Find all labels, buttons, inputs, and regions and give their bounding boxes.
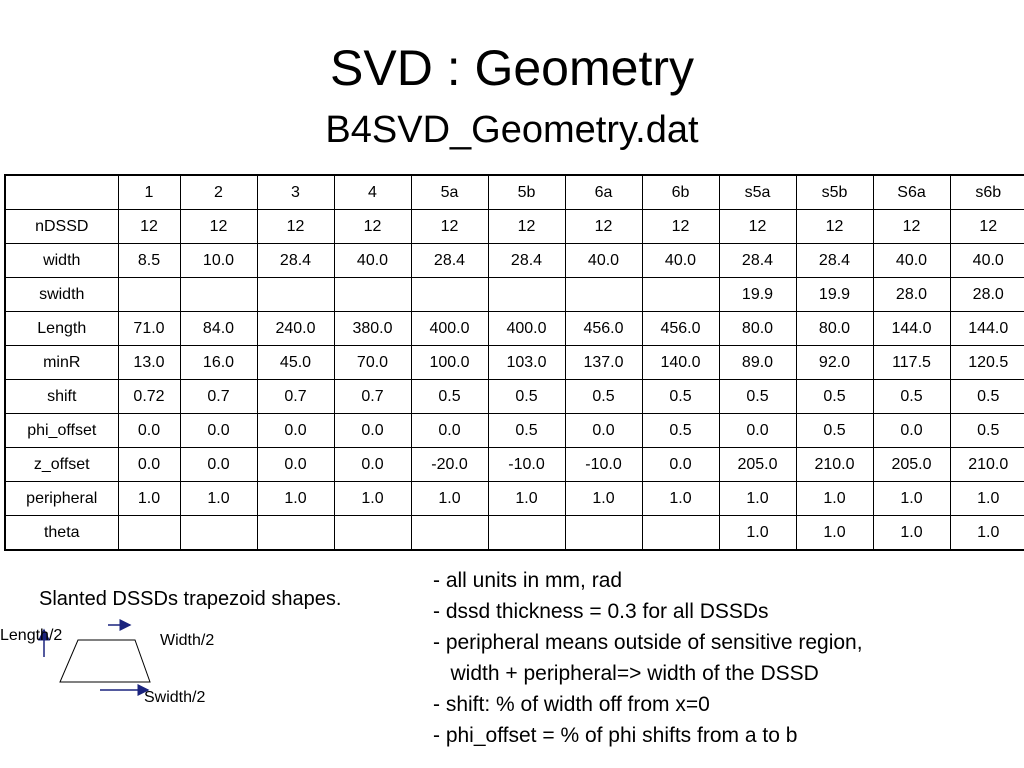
table-cell: 0.5 — [488, 380, 565, 414]
table-cell — [411, 516, 488, 551]
note-item: - all units in mm, rad — [433, 569, 623, 592]
table-cell: 100.0 — [411, 346, 488, 380]
table-row — [5, 244, 1024, 278]
table-row — [5, 346, 1024, 380]
table-cell: 0.0 — [719, 414, 796, 448]
table-cell: 1.0 — [950, 516, 1024, 551]
table-cell: 28.0 — [950, 278, 1024, 312]
table-cell — [488, 278, 565, 312]
table-cell: 0.7 — [257, 380, 334, 414]
table-cell: 8.5 — [118, 244, 180, 278]
table-cell: 16.0 — [180, 346, 257, 380]
table-row — [5, 210, 1024, 244]
table-cell — [180, 516, 257, 551]
row-label: nDSSD — [5, 210, 118, 244]
table-cell: 205.0 — [873, 448, 950, 482]
note-item: - dssd thickness = 0.3 for all DSSDs — [433, 600, 769, 623]
column-header: 6a — [565, 175, 642, 210]
table-cell — [180, 278, 257, 312]
table-cell: 0.0 — [334, 414, 411, 448]
table-cell: 0.0 — [118, 414, 180, 448]
table-cell: 400.0 — [411, 312, 488, 346]
column-header: 6b — [642, 175, 719, 210]
table-cell: 19.9 — [719, 278, 796, 312]
table-cell: 1.0 — [118, 482, 180, 516]
column-header: S6a — [873, 175, 950, 210]
table-cell — [118, 278, 180, 312]
table-cell: 13.0 — [118, 346, 180, 380]
table-cell: 1.0 — [873, 516, 950, 551]
table-cell: 0.0 — [642, 448, 719, 482]
table-cell — [488, 516, 565, 551]
table-cell: 12 — [873, 210, 950, 244]
row-label: minR — [5, 346, 118, 380]
note-item: width + peripheral=> width of the DSSD — [433, 662, 819, 685]
table-cell: 0.7 — [180, 380, 257, 414]
table-row — [5, 448, 1024, 482]
table-cell: 0.5 — [642, 414, 719, 448]
table-cell: 205.0 — [719, 448, 796, 482]
table-cell — [411, 278, 488, 312]
table-cell: 40.0 — [334, 244, 411, 278]
table-cell: 28.4 — [719, 244, 796, 278]
table-cell: 1.0 — [334, 482, 411, 516]
table-cell: 12 — [118, 210, 180, 244]
geometry-table — [4, 174, 1024, 551]
table-cell: 0.5 — [950, 414, 1024, 448]
page-subtitle: B4SVD_Geometry.dat — [325, 109, 699, 151]
table-cell: 12 — [180, 210, 257, 244]
table-cell: 1.0 — [719, 516, 796, 551]
table-cell: 12 — [796, 210, 873, 244]
table-cell: 120.5 — [950, 346, 1024, 380]
table-cell: 117.5 — [873, 346, 950, 380]
table-cell — [257, 516, 334, 551]
column-header: 1 — [118, 175, 180, 210]
table-cell: 71.0 — [118, 312, 180, 346]
table-row — [5, 516, 1024, 551]
row-label: z_offset — [5, 448, 118, 482]
table-cell: 0.5 — [411, 380, 488, 414]
table-cell: 144.0 — [950, 312, 1024, 346]
table-cell: 0.0 — [334, 448, 411, 482]
table-row — [5, 414, 1024, 448]
table-cell: 28.4 — [796, 244, 873, 278]
row-label: peripheral — [5, 482, 118, 516]
table-cell: 45.0 — [257, 346, 334, 380]
table-cell: 12 — [257, 210, 334, 244]
table-cell: 12 — [334, 210, 411, 244]
table-cell: 40.0 — [565, 244, 642, 278]
table-cell: 1.0 — [796, 516, 873, 551]
length-label: Length/2 — [0, 627, 63, 644]
table-row — [5, 380, 1024, 414]
row-label: shift — [5, 380, 118, 414]
notes-list — [433, 565, 863, 751]
table-cell: 210.0 — [796, 448, 873, 482]
table-cell: 1.0 — [257, 482, 334, 516]
row-label: phi_offset — [5, 414, 118, 448]
table-cell — [118, 516, 180, 551]
table-cell: 0.0 — [118, 448, 180, 482]
table-cell: 0.5 — [565, 380, 642, 414]
table-cell: 12 — [642, 210, 719, 244]
table-cell: 140.0 — [642, 346, 719, 380]
table-cell: 1.0 — [565, 482, 642, 516]
table-cell: 80.0 — [719, 312, 796, 346]
table-cell: 10.0 — [180, 244, 257, 278]
table-cell: 84.0 — [180, 312, 257, 346]
table-cell: 0.0 — [257, 414, 334, 448]
table-cell: 0.5 — [873, 380, 950, 414]
table-cell: 1.0 — [411, 482, 488, 516]
table-cell: 28.4 — [488, 244, 565, 278]
note-item: - shift: % of width off from x=0 — [433, 693, 710, 716]
table-cell: 0.7 — [334, 380, 411, 414]
table-cell: 1.0 — [873, 482, 950, 516]
table-cell: 12 — [719, 210, 796, 244]
row-label: width — [5, 244, 118, 278]
table-cell: 70.0 — [334, 346, 411, 380]
note-item: - peripheral means outside of sensitive region, — [433, 631, 863, 654]
table-cell: 456.0 — [565, 312, 642, 346]
table-header-row — [5, 175, 1024, 210]
table-cell: 19.9 — [796, 278, 873, 312]
column-header: s5b — [796, 175, 873, 210]
table-cell: 28.4 — [411, 244, 488, 278]
table-cell: 0.0 — [257, 448, 334, 482]
table-cell: 40.0 — [873, 244, 950, 278]
table-cell: 1.0 — [488, 482, 565, 516]
column-header: s5a — [719, 175, 796, 210]
page-title: SVD : Geometry — [330, 40, 694, 96]
table-cell: 0.5 — [950, 380, 1024, 414]
swidth-label: Swidth/2 — [144, 689, 206, 706]
table-cell: 240.0 — [257, 312, 334, 346]
column-header: 5b — [488, 175, 565, 210]
table-cell — [257, 278, 334, 312]
table-cell: 210.0 — [950, 448, 1024, 482]
table-cell: 1.0 — [719, 482, 796, 516]
column-header: 3 — [257, 175, 334, 210]
table-cell: 0.0 — [180, 414, 257, 448]
table-cell: 103.0 — [488, 346, 565, 380]
width-label: Width/2 — [160, 632, 215, 649]
table-cell: 89.0 — [719, 346, 796, 380]
table-cell — [565, 278, 642, 312]
table-cell: 456.0 — [642, 312, 719, 346]
table-cell — [642, 278, 719, 312]
table-cell: 400.0 — [488, 312, 565, 346]
table-cell: 12 — [411, 210, 488, 244]
column-header: 4 — [334, 175, 411, 210]
slanted-caption: Slanted DSSDs trapezoid shapes. — [39, 588, 342, 610]
table-row — [5, 278, 1024, 312]
table-cell: 28.0 — [873, 278, 950, 312]
table-cell: 0.5 — [719, 380, 796, 414]
table-cell: 0.0 — [565, 414, 642, 448]
row-label: Length — [5, 312, 118, 346]
table-cell: 12 — [488, 210, 565, 244]
table-cell: 1.0 — [180, 482, 257, 516]
table-cell — [334, 278, 411, 312]
table-row — [5, 482, 1024, 516]
row-label: theta — [5, 516, 118, 551]
table-cell: 12 — [950, 210, 1024, 244]
column-header: 5a — [411, 175, 488, 210]
table-cell: 0.0 — [180, 448, 257, 482]
table-cell: 0.5 — [796, 380, 873, 414]
table-cell: 12 — [565, 210, 642, 244]
table-cell: 1.0 — [642, 482, 719, 516]
table-cell: 1.0 — [950, 482, 1024, 516]
trapezoid-shape — [60, 640, 150, 682]
table-cell: 0.0 — [411, 414, 488, 448]
table-cell — [642, 516, 719, 551]
column-header: s6b — [950, 175, 1024, 210]
table-cell: 40.0 — [642, 244, 719, 278]
table-cell: 80.0 — [796, 312, 873, 346]
table-cell: 0.5 — [796, 414, 873, 448]
note-item: - phi_offset = % of phi shifts from a to b — [433, 724, 798, 747]
table-cell — [565, 516, 642, 551]
table-cell: 0.72 — [118, 380, 180, 414]
table-cell: 28.4 — [257, 244, 334, 278]
table-cell: 144.0 — [873, 312, 950, 346]
table-cell: -20.0 — [411, 448, 488, 482]
table-cell: -10.0 — [488, 448, 565, 482]
table-corner-cell — [5, 175, 118, 210]
column-header: 2 — [180, 175, 257, 210]
table-cell: 0.5 — [642, 380, 719, 414]
row-label: swidth — [5, 278, 118, 312]
table-cell — [334, 516, 411, 551]
table-cell: 40.0 — [950, 244, 1024, 278]
table-cell: -10.0 — [565, 448, 642, 482]
table-cell: 0.0 — [873, 414, 950, 448]
table-cell: 1.0 — [796, 482, 873, 516]
table-cell: 92.0 — [796, 346, 873, 380]
table-cell: 0.5 — [488, 414, 565, 448]
table-row — [5, 312, 1024, 346]
table-cell: 380.0 — [334, 312, 411, 346]
table-cell: 137.0 — [565, 346, 642, 380]
